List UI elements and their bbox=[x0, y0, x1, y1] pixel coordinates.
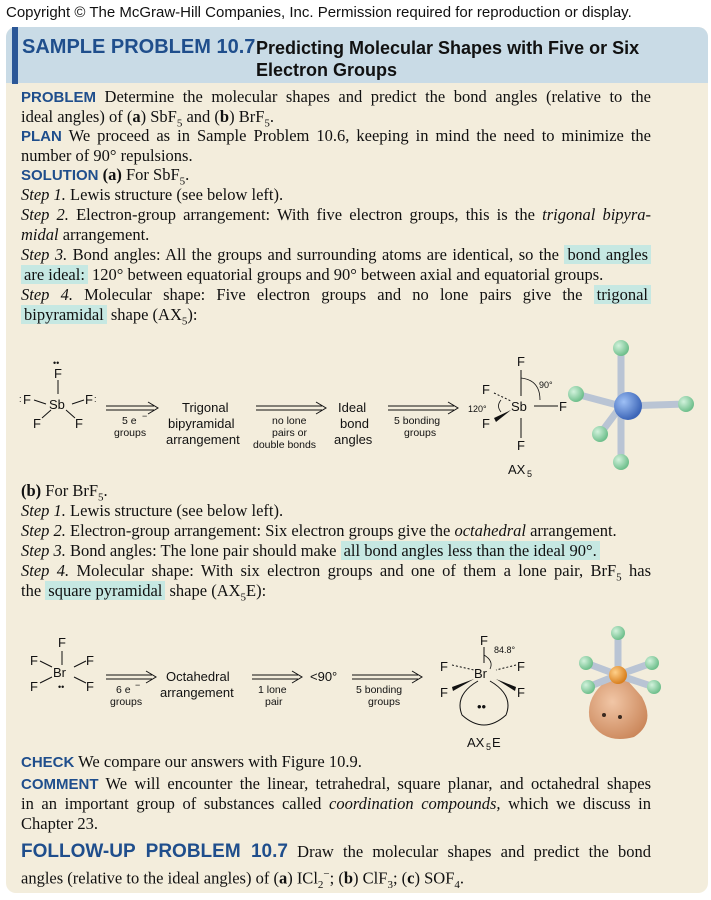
shape-label-ax5: AX bbox=[508, 462, 526, 477]
ligand-f: F bbox=[517, 685, 525, 700]
ligand-f: F bbox=[33, 416, 41, 431]
comment-line-3: Chapter 23. bbox=[21, 814, 98, 833]
central-atom-sb: Sb bbox=[49, 397, 65, 412]
comment-label: COMMENT bbox=[21, 776, 99, 793]
svg-text:5: 5 bbox=[527, 469, 533, 479]
step-b3: Step 3. Bond angles: The lone pair should make all bond angles less than the ideal 90°. bbox=[21, 541, 600, 561]
step-a4-line-1: Step 4. Molecular shape: Five electron groups and no lone pairs give the trigonal bbox=[21, 285, 651, 305]
lewis-structure-brf5 bbox=[30, 635, 94, 694]
central-atom-br: Br bbox=[53, 665, 66, 680]
ligand-f: F bbox=[482, 382, 490, 397]
ligand-f: F bbox=[85, 392, 93, 407]
angle-label: <90° bbox=[310, 669, 338, 684]
svg-text:5 bonding: 5 bonding bbox=[394, 415, 441, 427]
ligand-f: F bbox=[440, 659, 448, 674]
step-a2-line-2: midal arrangement. bbox=[21, 225, 150, 244]
arrangement-label: arrangement bbox=[166, 432, 240, 447]
sample-problem-title: Predicting Molecular Shapes with Five or Six Electron Groups bbox=[256, 38, 640, 80]
svg-text:5: 5 bbox=[486, 742, 492, 752]
sample-problem-label: SAMPLE PROBLEM 10.7 bbox=[22, 36, 256, 58]
problem-line-1: PROBLEM Determine the molecular shapes and predict the bond angles (relative to the bbox=[21, 87, 651, 106]
arrangement-label: bipyramidal bbox=[168, 416, 235, 431]
solution-label: SOLUTION bbox=[21, 167, 99, 184]
problem-label: PROBLEM bbox=[21, 89, 96, 106]
ligand-f: F bbox=[86, 653, 94, 668]
diagram-sbf5 bbox=[6, 330, 708, 480]
angle-label: bond bbox=[340, 416, 369, 431]
ligand-f: F bbox=[23, 392, 31, 407]
angle-label: angles bbox=[334, 432, 373, 447]
highlight-less-than-90: all bond angles less than the ideal 90°. bbox=[341, 541, 600, 560]
ligand-f: F bbox=[30, 653, 38, 668]
central-atom-sb: Sb bbox=[511, 399, 527, 414]
arrangement-label: Trigonal bbox=[182, 400, 229, 415]
step-b1: Step 1. Lewis structure (see below left). bbox=[21, 501, 284, 520]
lone-pair-dots: •• bbox=[58, 682, 65, 692]
followup-label: FOLLOW-UP PROBLEM 10.7 bbox=[21, 841, 288, 862]
highlight-bond-angles: bond angles bbox=[564, 245, 651, 264]
ligand-f: F bbox=[482, 416, 490, 431]
ball-and-stick-brf5 bbox=[579, 626, 661, 739]
lone-pair-dots: : bbox=[94, 394, 97, 404]
wedge-structure-brf5 bbox=[440, 633, 525, 752]
check-line: CHECK We compare our answers with Figure 10.9. bbox=[21, 752, 362, 771]
svg-text:groups: groups bbox=[404, 427, 437, 439]
ligand-f: F bbox=[440, 685, 448, 700]
svg-text:groups: groups bbox=[110, 696, 143, 708]
ligand-f: F bbox=[30, 679, 38, 694]
diagram-brf5 bbox=[6, 625, 708, 755]
comment-line-2: in an important group of substances called coordination compounds, which we discuss in bbox=[21, 794, 652, 813]
arrow-3 bbox=[352, 671, 422, 708]
svg-text:double bonds: double bonds bbox=[253, 439, 317, 451]
wedge-structure-sbf5 bbox=[468, 354, 567, 479]
svg-text:groups: groups bbox=[114, 427, 147, 439]
header-accent-bar bbox=[12, 27, 18, 84]
lone-pair: •• bbox=[477, 699, 487, 714]
plan-label: PLAN bbox=[21, 128, 62, 145]
svg-text:−: − bbox=[142, 411, 148, 421]
ligand-f: F bbox=[517, 354, 525, 369]
highlight-are-ideal: are ideal: bbox=[21, 265, 88, 284]
ligand-f: F bbox=[480, 633, 488, 648]
step-a4-line-2: bipyramidal shape $(AX_5)$: bbox=[21, 305, 197, 331]
check-label: CHECK bbox=[21, 754, 75, 771]
arrangement-label: Octahedral bbox=[166, 669, 230, 684]
ligand-f: F bbox=[559, 399, 567, 414]
followup-line-2: angles (relative to the ideal angles) of (a) ICl$_2$−; (b) ClF$_3$; (c) $SOF_4$. bbox=[21, 868, 465, 891]
ligand-f: F bbox=[517, 659, 525, 674]
ligand-f: F bbox=[54, 366, 62, 381]
lone-pair-dots: : bbox=[19, 394, 22, 404]
svg-text:E: E bbox=[492, 735, 501, 750]
svg-text:1 lone: 1 lone bbox=[258, 684, 287, 696]
arrow-2 bbox=[252, 671, 302, 708]
comment-line-1: COMMENT We will encounter the linear, tetrahedral, square planar, and octahedral shapes bbox=[21, 774, 651, 793]
arrow-3 bbox=[388, 402, 458, 439]
highlight-square-pyramidal: square pyramidal bbox=[45, 581, 165, 600]
arrow-1 bbox=[106, 671, 156, 708]
angle-label: Ideal bbox=[338, 400, 367, 415]
problem-line-2: ideal angles) of (a) SbF$_5$ and (b) BrF$_5$. bbox=[21, 107, 275, 130]
step-a3-line-2: are ideal: 120° between equatorial groups and 90° between axial and equatorial groups. bbox=[21, 265, 603, 285]
copyright-notice: Copyright © The McGraw-Hill Companies, Inc. Permission required for reproduction or display. bbox=[6, 4, 632, 21]
step-a3-line-1: Step 3. Bond angles: All the groups and surrounding atoms are identical, so the bond angles bbox=[21, 245, 651, 265]
angle-equatorial: 120° bbox=[468, 404, 487, 414]
plan-line-1: PLAN We proceed as in Sample Problem 10.6, keeping in mind the need to minimize the bbox=[21, 126, 652, 145]
arrangement-label: arrangement bbox=[160, 685, 234, 700]
angle-measured: 84.8° bbox=[494, 645, 516, 655]
lone-pair-dots: •• bbox=[53, 358, 60, 368]
step-b2: Step 2. Electron-group arrangement: Six electron groups give the octahedral arrangement. bbox=[21, 521, 617, 540]
svg-text:5 e: 5 e bbox=[122, 415, 137, 427]
svg-text:pairs or: pairs or bbox=[272, 427, 308, 439]
svg-text:no lone: no lone bbox=[272, 415, 307, 427]
part-b-line: (b) For BrF$_5$. bbox=[21, 481, 108, 504]
svg-text:6 e: 6 e bbox=[116, 684, 131, 696]
step-b4-line-2: the square pyramidal shape $(AX_5E)$: bbox=[21, 581, 267, 604]
step-a2-line-1: Step 2. Electron-group arrangement: With five electron groups, this is the trigonal bipyra- bbox=[21, 205, 652, 224]
lewis-structure-sbf5 bbox=[19, 358, 97, 431]
central-atom-br: Br bbox=[474, 666, 487, 681]
ball-and-stick-sbf5 bbox=[568, 340, 694, 470]
solution-line: SOLUTION (a) For SbF$_5$. bbox=[21, 165, 190, 188]
step-a1: Step 1. Lewis structure (see below left). bbox=[21, 185, 284, 204]
highlight-trigonal: trigonal bbox=[594, 285, 651, 304]
svg-text:−: − bbox=[135, 680, 141, 690]
followup-line-1: FOLLOW-UP PROBLEM 10.7 Draw the molecular shapes and predict the bond bbox=[21, 841, 652, 862]
svg-text:5 bonding: 5 bonding bbox=[356, 684, 403, 696]
plan-line-2: number of 90° repulsions. bbox=[21, 146, 193, 165]
angle-axial: 90° bbox=[539, 380, 553, 390]
arrow-2 bbox=[253, 402, 326, 451]
ligand-f: F bbox=[75, 416, 83, 431]
shape-label-ax5e: AX bbox=[467, 735, 485, 750]
svg-text:pair: pair bbox=[265, 696, 283, 708]
ligand-f: F bbox=[58, 635, 66, 650]
step-b4-line-1: Step 4. Molecular shape: With six electron groups and one of them a lone pair, BrF$_5$ has bbox=[21, 561, 651, 584]
ligand-f: F bbox=[86, 679, 94, 694]
highlight-bipyramidal: bipyramidal bbox=[21, 305, 107, 324]
svg-text:groups: groups bbox=[368, 696, 401, 708]
ligand-f: F bbox=[517, 438, 525, 453]
arrow-1 bbox=[106, 402, 158, 439]
